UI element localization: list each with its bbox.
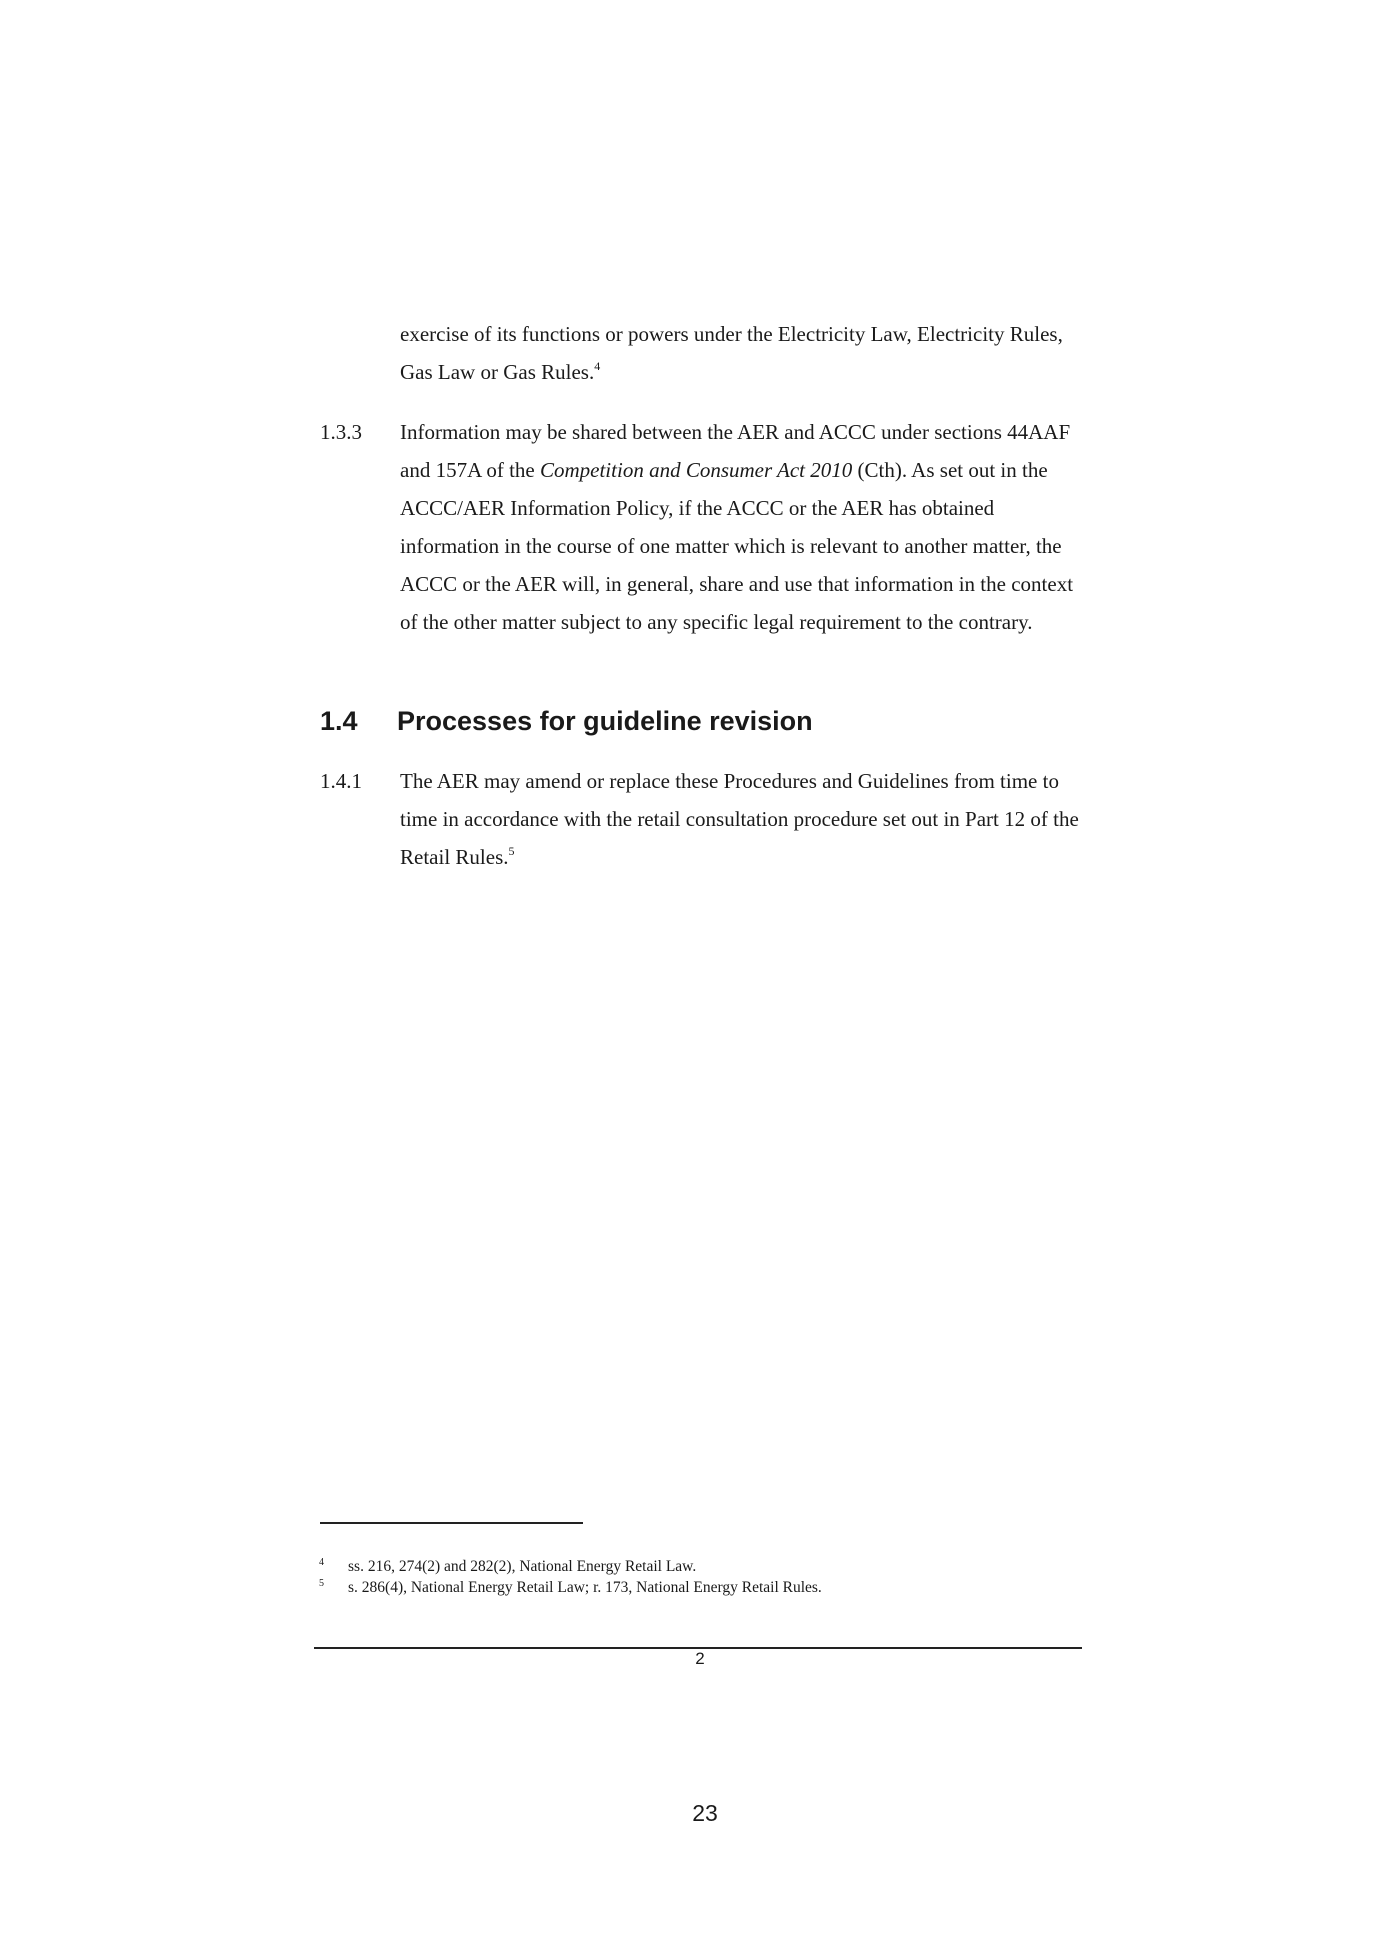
heading-number-1-4: 1.4 — [320, 706, 358, 736]
section-1-3-3-paragraph — [400, 413, 1090, 641]
footnote-text-5: s. 286(4), National Energy Retail Law; r. 173, National Energy Retail Rules. — [348, 1579, 822, 1596]
inner-page-number: 2 — [695, 1649, 705, 1668]
footnote-mark-5: 5 — [319, 1578, 324, 1589]
footnote-mark-4: 4 — [319, 1557, 324, 1568]
section-number-1-4-1: 1.4.1 — [320, 769, 362, 793]
section-1-4-1-paragraph — [400, 762, 1090, 876]
act-title: Competition and Consumer Act 2010 — [539, 458, 853, 482]
section-1-3-3-text-after: (Cth). As set out in the ACCC/AER Information Policy, if the ACCC or the AER has obtained information in the course of one matter which is relevant to another matter, the ACCC or the AER will, in general, share and use that information in the context of the other matter subject to any specific legal requirement to the contrary. — [400, 458, 1074, 634]
section-number-1-3-3: 1.3.3 — [320, 420, 362, 444]
section-1-4-1-text: The AER may amend or replace these Procedures and Guidelines from time to time in accordance with the retail consultation procedure set out in Part 12 of the Retail Rules. — [400, 769, 1079, 869]
continued-paragraph-text: exercise of its functions or powers under the Electricity Law, Electricity Rules, Gas Law or Gas Rules. — [400, 322, 1063, 384]
footnote-ref-5: 5 — [508, 844, 515, 858]
footnote-text-4: ss. 216, 274(2) and 282(2), National Energy Retail Law. — [348, 1558, 697, 1575]
heading-title-1-4: Processes for guideline revision — [397, 706, 813, 736]
footnote-separator — [320, 1522, 583, 1524]
outer-page-number: 23 — [692, 1800, 718, 1826]
footnote-ref-4: 4 — [594, 359, 601, 373]
continued-paragraph — [400, 315, 1090, 391]
section-1-3-3-text-before: Information may be shared between the AER and ACCC under sections 44AAF and 157A of the — [400, 420, 1071, 482]
